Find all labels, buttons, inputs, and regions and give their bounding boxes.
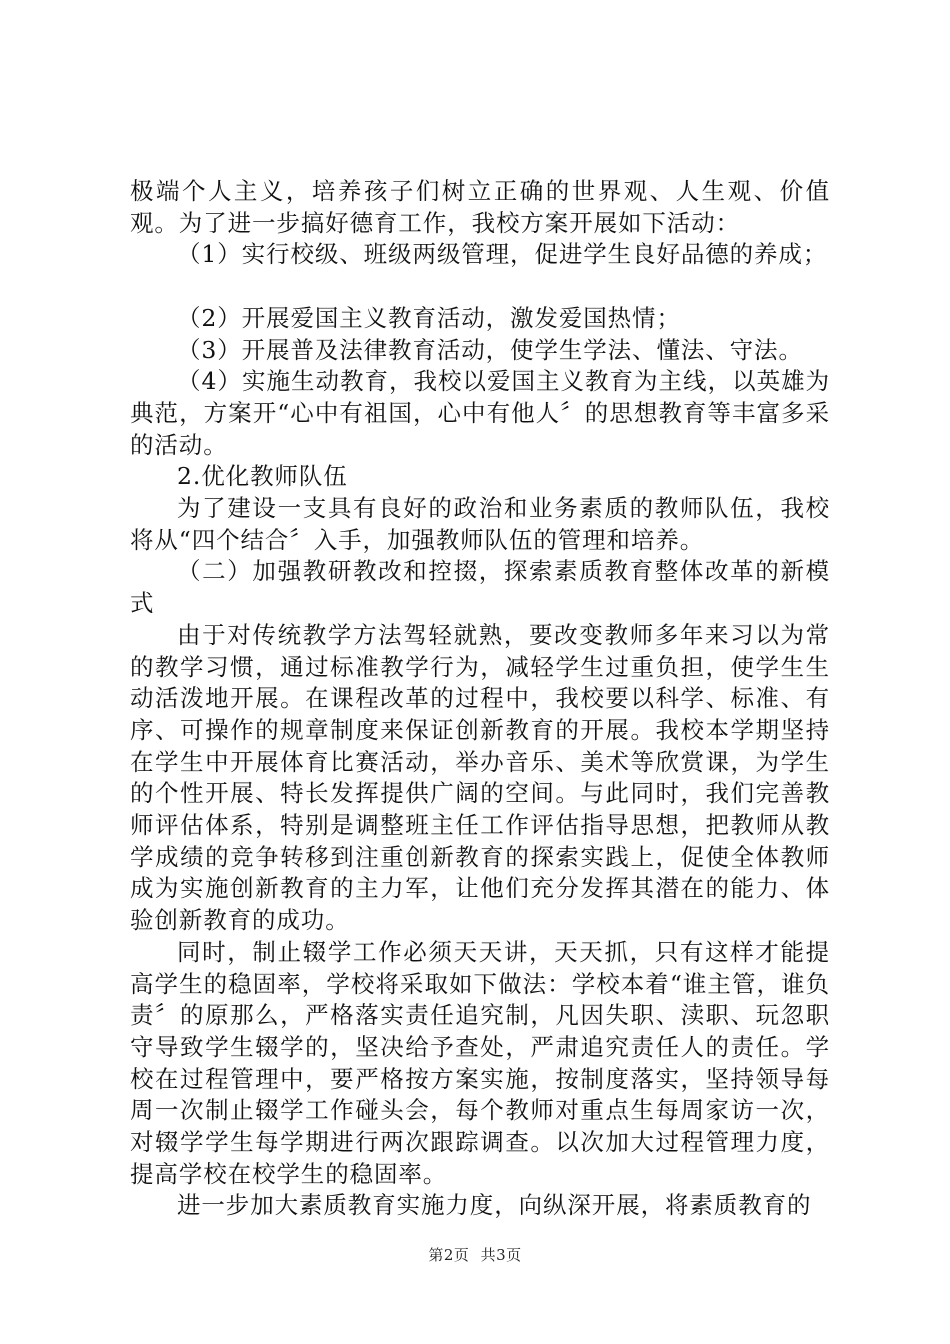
blank-line — [130, 271, 830, 303]
paragraph-2: （1）实行校级、班级两级管理，促进学生良好品德的养成； — [177, 240, 828, 269]
paragraph-8: 同时，制止辍学工作必须天天讲，天天抓，只有这样才能提高学生的稳固率，学校将采取如下做法：学校本着“谁主管，谁负责〞的原那么，严格落实责任追究制，凡因失职、渎职、玩忽职守导致学生辍学的，坚决给予查处，严肃追究责任人的责任。学校在过程管理中，要严格按方案实施，按制度落实，坚持领导每周一次制止辍学工作碰头会，每个教师对重点生每周家访一次，对辍学学生每学期进行两次跟踪调查。以次加大过程管理力度，提高学校在校学生的稳固率。 — [130, 937, 830, 1188]
paragraph-1: 极端个人主义，培养孩子们树立正确的世界观、人生观、价值观。为了进一步搞好德育工作，我校方案开展如下活动： — [130, 177, 830, 237]
section-heading-reform: （二）加强教研教改和控掇，探索素质教育整体改革的新模式 — [130, 557, 830, 618]
paragraph-5: （4）实施生动教育，我校以爱国主义教育为主线，以英雄为典范，方案开“心中有祖国，心中有他人〞的思想教育等丰富多采的活动。 — [130, 367, 830, 459]
paragraph-3: （2）开展爱国主义教育活动，激发爱国热情； — [177, 303, 681, 332]
paragraph-9: 进一步加大素质教育实施力度，向纵深开展，将素质教育的 — [177, 1191, 812, 1220]
page-number: 第2页 — [428, 1246, 470, 1264]
paragraph-4: （3）开展普及法律教育活动，使学生学法、懂法、守法。 — [177, 335, 803, 364]
page-footer — [0, 1244, 950, 1265]
paragraph-6: 为了建设一支具有良好的政治和业务素质的教师队伍，我校将从“四个结合〞入手，加强教师队伍的管理和培养。 — [130, 494, 830, 554]
document-body — [130, 176, 830, 1222]
page-total: 共3页 — [480, 1246, 522, 1264]
section-heading-teachers: 2.优化教师队伍 — [177, 462, 348, 491]
paragraph-7: 由于对传统教学方法驾轻就熟，要改变教师多年来习以为常的教学习惯，通过标准教学行为，减轻学生过重负担，使学生生动活泼地开展。在课程改革的过程中，我校要以科学、标准、有序、可操作的规章制度来保证创新教育的开展。我校本学期坚持在学生中开展体育比赛活动，举办音乐、美术等欣赏课，为学生的个性开展、特长发挥提供广阔的空间。与此同时，我们完善教师评估体系，特别是调整班主任工作评估指导思想，把教师从教学成绩的竞争转移到注重创新教育的探索实践上，促使全体教师成为实施创新教育的主力军，让他们充分发挥其潜在的能力、体验创新教育的成功。 — [130, 620, 830, 935]
